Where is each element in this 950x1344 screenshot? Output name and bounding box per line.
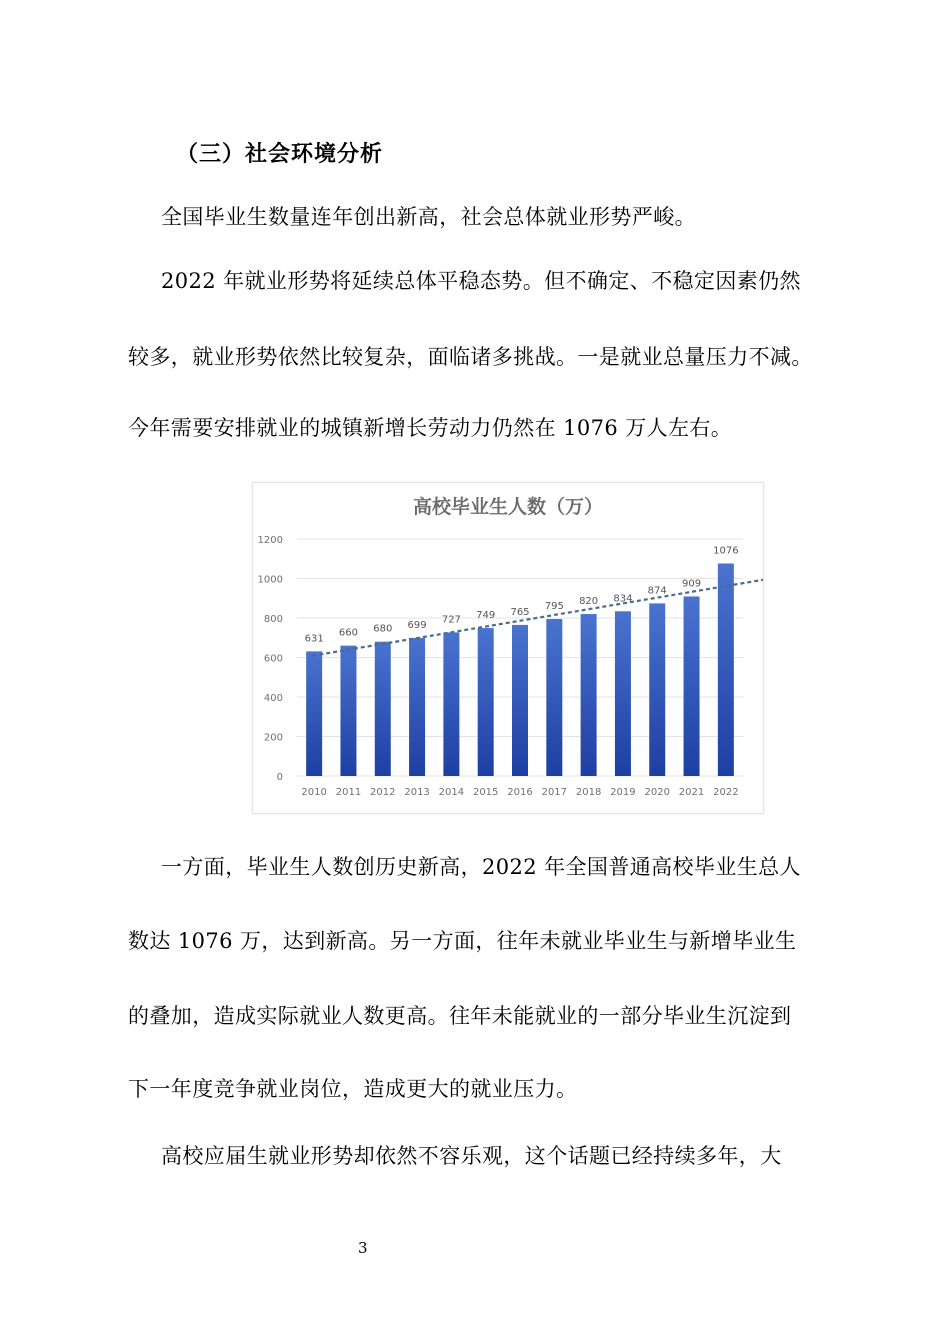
x-tick-label: 2013 [404,787,430,798]
bar [546,619,562,776]
paragraph-line-4: 今年需要安排就业的城镇新增长劳动力仍然在 1076 万人左右。 [128,416,733,440]
x-tick-label: 2010 [301,787,327,798]
x-tick-label: 2021 [678,787,705,798]
x-tick-label: 2018 [575,787,602,798]
y-tick-label: 800 [263,614,283,625]
y-tick-label: 200 [263,732,283,744]
x-tick-label: 2017 [541,787,568,798]
data-label: 795 [544,600,564,612]
data-label: 765 [510,606,530,618]
paragraph-line-8: 下一年度竞争就业岗位，造成更大的就业压力。 [128,1077,578,1101]
paragraph-line-3: 较多，就业形势依然比较复杂，面临诸多挑战。一是就业总量压力不减。 [128,345,813,369]
graduates-chart [252,482,764,814]
data-label: 631 [304,633,324,645]
bar [581,614,597,776]
data-label: 834 [613,593,633,605]
data-label: 909 [681,578,702,590]
paragraph-line-1: 全国毕业生数量连年创出新高，社会总体就业形势严峻。 [161,205,696,229]
bar [615,611,631,776]
bar [443,632,459,776]
paragraph-line-7: 的叠加，造成实际就业人数更高。往年未能就业的一部分毕业生沉淀到 [128,1004,792,1028]
y-tick-label: 0 [276,772,283,783]
bar [684,596,700,776]
x-tick-label: 2019 [610,787,636,798]
y-tick-label: 1000 [257,574,283,586]
page-number: 3 [358,1239,368,1257]
data-label: 1076 [713,545,739,557]
paragraph-line-9: 高校应届生就业形势却依然不容乐观，这个话题已经持续多年，大 [161,1144,782,1168]
paragraph-line-5: 一方面，毕业生人数创历史新高，2022 年全国普通高校毕业生总人 [161,855,801,879]
x-tick-label: 2022 [713,787,739,798]
chart-canvas [253,483,763,813]
y-tick-label: 1200 [257,535,283,546]
data-label: 660 [338,627,359,639]
x-tick-label: 2016 [507,787,533,798]
paragraph-line-6: 数达 1076 万，达到新高。另一方面，往年未就业毕业生与新增毕业生 [128,929,797,953]
bar [718,563,734,776]
bar [375,642,391,776]
x-tick-label: 2014 [438,787,465,798]
bar [409,638,425,776]
bar [478,628,494,776]
bar [512,625,528,776]
y-tick-label: 600 [263,653,283,665]
data-label: 680 [373,623,393,635]
x-tick-label: 2011 [335,787,362,798]
bar [340,646,356,776]
x-tick-label: 2012 [370,787,396,798]
bar [306,651,322,776]
data-label: 874 [647,585,667,597]
y-tick-label: 400 [263,693,283,704]
bar [649,603,665,776]
chart-title: 高校毕业生人数（万） [412,496,604,518]
x-tick-label: 2015 [472,787,499,798]
paragraph-line-2: 2022 年就业形势将延续总体平稳态势。但不确定、不稳定因素仍然 [161,269,801,293]
x-tick-label: 2020 [644,787,670,798]
section-heading: （三）社会环境分析 [176,142,384,167]
data-label: 749 [476,610,496,622]
data-label: 699 [407,619,427,631]
data-label: 727 [441,614,461,626]
data-label: 820 [579,596,599,608]
